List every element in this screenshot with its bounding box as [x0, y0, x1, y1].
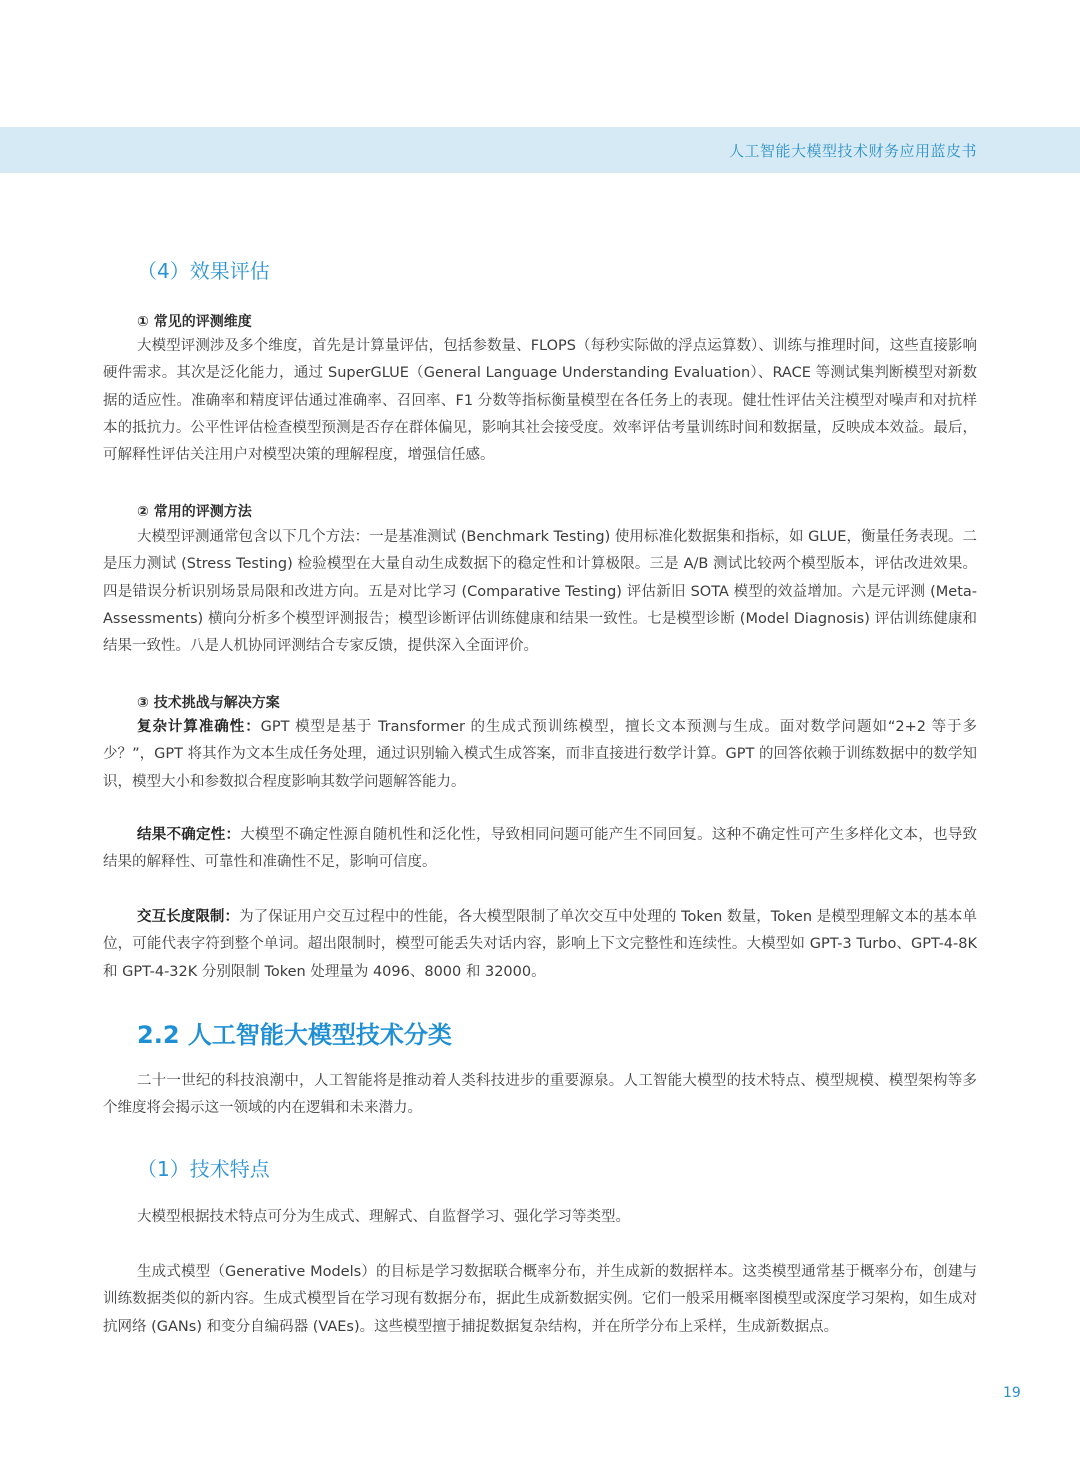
paragraph-tech-types: 大模型根据技术特点可分为生成式、理解式、自监督学习、强化学习等类型。 — [137, 1209, 630, 1225]
challenge-label: 结果不确定性： — [137, 827, 241, 843]
subheading-evaluation-dimensions: ① 常见的评测维度 — [137, 314, 252, 330]
challenge-text: GPT 模型是基于 Transformer 的生成式预训练模型，擅长文本预测与生成。面对数学问题如“2+2 等于多少？”，GPT 将其作为文本生成任务处理，通过识别输入模式生成答案，而非直接进行数学计算。GPT 的回答依赖于训练数据中的数学知识，模型大小和参数拟合程度影响其数学问题解答能力。 — [103, 719, 977, 790]
paragraph-section-intro: 二十一世纪的科技浪潮中，人工智能将是推动着人类科技进步的重要源泉。人工智能大模型的技术特点、模型规模、模型架构等多个维度将会揭示这一领域的内在逻辑和未来潜力。 — [103, 1073, 977, 1117]
paragraph-challenge-interaction-length — [103, 904, 977, 986]
section-heading-effect-evaluation: （4）效果评估 — [137, 259, 270, 283]
section-heading-2-2: 2.2 人工智能大模型技术分类 — [137, 1021, 452, 1049]
challenge-label: 复杂计算准确性： — [137, 719, 261, 735]
paragraph-challenge-uncertainty — [103, 822, 977, 877]
challenge-text: 为了保证用户交互过程中的性能，各大模型限制了单次交互中处理的 Token 数量，Token 是模型理解文本的基本单位，可能代表字符到整个单词。超出限制时，模型可能丢失对话内容，影响上下文完整性和连续性。大模型如 GPT-3 Turbo、GPT-4-8K 和 GPT-4-32K 分别限制 Token 处理量为 4096、8000 和 32000。 — [103, 909, 978, 980]
page-number: 19 — [1003, 1385, 1021, 1401]
paragraph-challenge-computation-accuracy — [103, 714, 977, 796]
paragraph-evaluation-dimensions: 大模型评测涉及多个维度，首先是计算量评估，包括参数量、FLOPS（每秒实际做的浮点运算数）、训练与推理时间，这些直接影响硬件需求。其次是泛化能力，通过 SuperGLUE（General Language Understanding Evaluation）、RACE 等测试集判断模型对新数据的适应性。准确率和精度评估通过准确率、召回率、F1 分数等指标衡量模型在各任务上的表现。健壮性评估关注模型对噪声和对抗样本的抵抗力。公平性评估检查模型预测是否存在群体偏见，影响其社会接受度。效率评估考量训练时间和数据量，反映成本效益。最后，可解释性评估关注用户对模型决策的理解程度，增强信任感。 — [103, 338, 977, 464]
running-header-title: 人工智能大模型技术财务应用蓝皮书 — [728, 142, 977, 160]
paragraph-generative-models: 生成式模型（Generative Models）的目标是学习数据联合概率分布，并生成新的数据样本。这类模型通常基于概率分布，创建与训练数据类似的新内容。生成式模型旨在学习现有数据分布，据此生成新数据实例。它们一般采用概率图模型或深度学习架构，如生成对抗网络 (GANs) 和变分自编码器 (VAEs)。这些模型擅于捕捉数据复杂结构，并在所学分布上采样，生成新数据点。 — [103, 1264, 977, 1335]
paragraph-evaluation-methods: 大模型评测通常包含以下几个方法：一是基准测试 (Benchmark Testing) 使用标准化数据集和指标，如 GLUE，衡量任务表现。二是压力测试 (Stress Testing) 检验模型在大量自动生成数据下的稳定性和计算极限。三是 A/B 测试比较两个模型版本，评估改进效果。四是错误分析识别场景局限和改进方向。五是对比学习 (Comparative Testing) 评估新旧 SOTA 模型的效益增加。六是元评测 (Meta-Assessments) 横向分析多个模型评测报告；模型诊断评估训练健康和结果一致性。七是模型诊断 (Model Diagnosis) 评估训练健康和结果一致性。八是人机协同评测结合专家反馈，提供深入全面评价。 — [103, 529, 977, 655]
challenge-label: 交互长度限制： — [137, 909, 240, 925]
subheading-challenges-solutions: ③ 技术挑战与解决方案 — [137, 695, 280, 711]
subheading-evaluation-methods: ② 常用的评测方法 — [137, 504, 252, 520]
section-heading-tech-features: （1）技术特点 — [137, 1157, 270, 1181]
challenge-text: 大模型不确定性源自随机性和泛化性，导致相同问题可能产生不同回复。这种不确定性可产生多样化文本，也导致结果的解释性、可靠性和准确性不足，影响可信度。 — [103, 827, 977, 871]
